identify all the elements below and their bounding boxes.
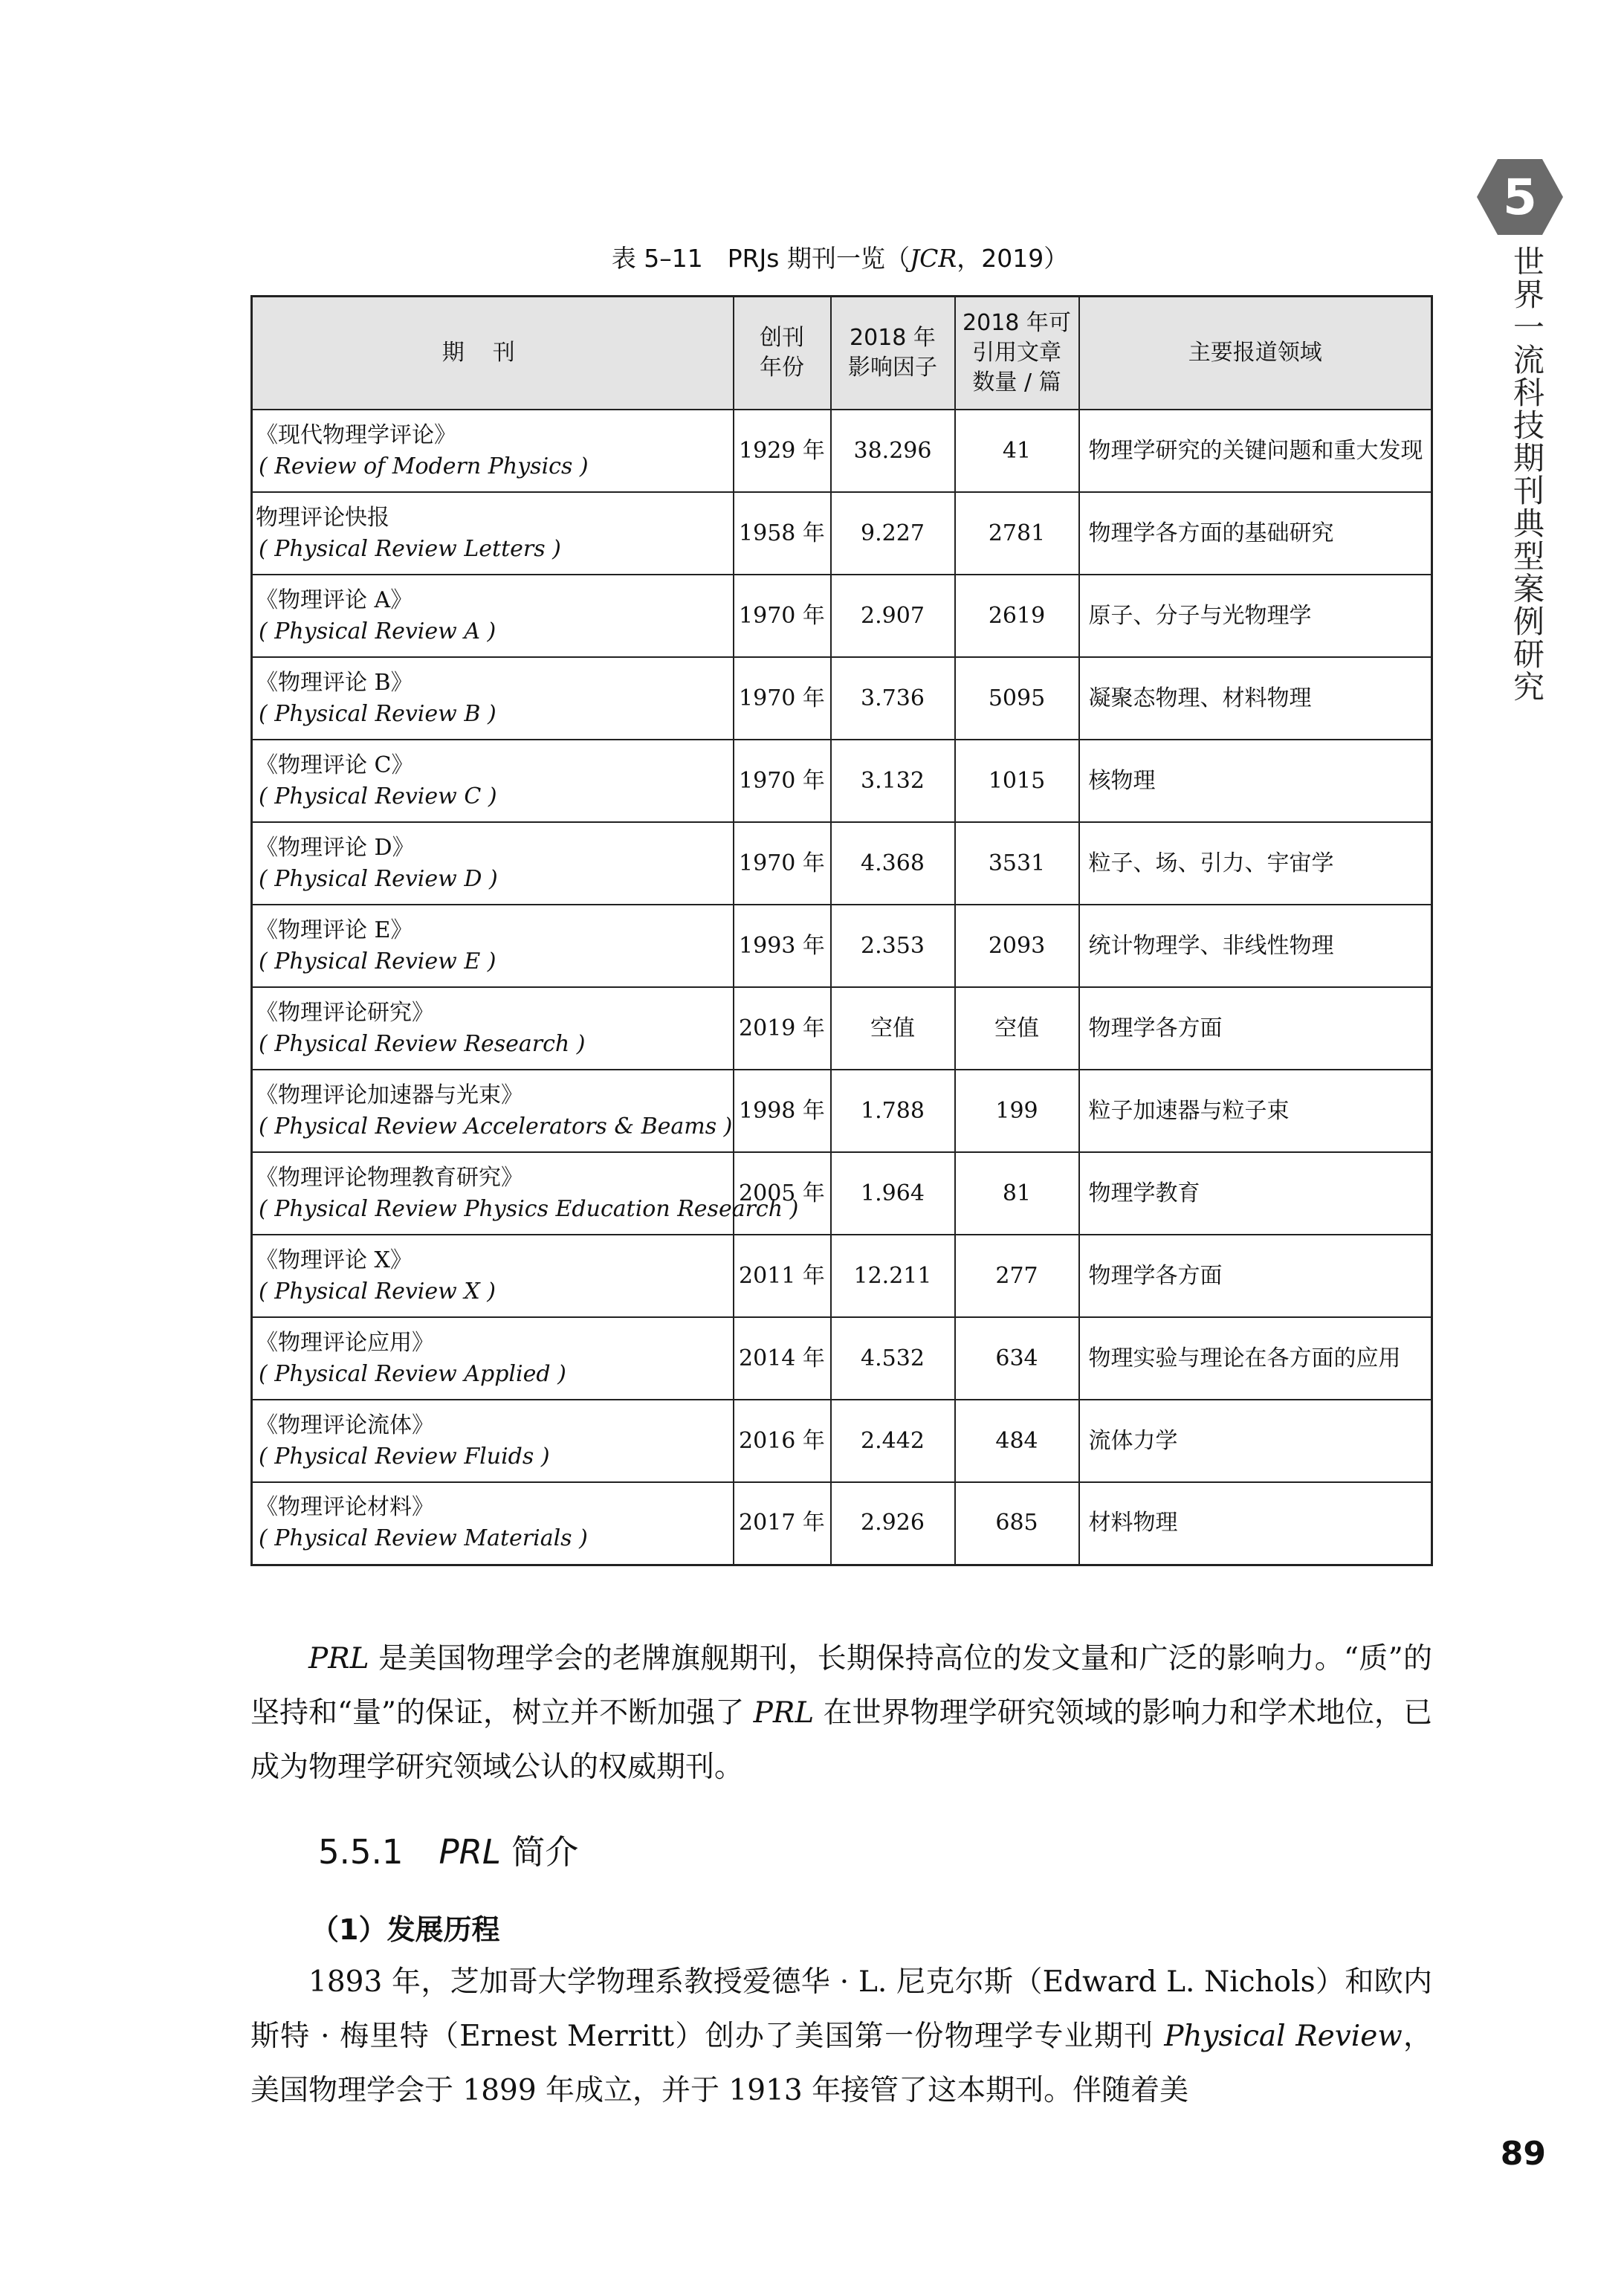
chapter-number: 5	[1503, 168, 1537, 226]
paragraph-text: 1893 年，芝加哥大学物理系教授爱德华 · L. 尼克尔斯（Edward L. Nichols）和欧内斯特 · 梅里特（Ernest Merritt）创办了美国第一份物理学专业期刊	[250, 1965, 1432, 2053]
table-row	[252, 1152, 1432, 1235]
journal-name-zh: 《物理评论物理教育研究》	[256, 1164, 523, 1191]
cell-journal	[252, 1070, 734, 1152]
cell-journal	[252, 822, 734, 905]
table-header-row	[252, 297, 1432, 410]
table-caption-prefix: 表 5–11 PRJs 期刊一览（	[611, 244, 910, 273]
header-founded-line: 年份	[760, 355, 804, 381]
cell-founded-year: 1970 年	[734, 822, 831, 905]
table-row	[252, 1070, 1432, 1152]
journal-name-en: ( Physical Review Materials )	[259, 1525, 588, 1552]
cell-impact-factor: 空值	[831, 987, 955, 1070]
cell-main-field: 物理学各方面的基础研究	[1079, 492, 1432, 575]
journal-name-zh: 《物理评论应用》	[256, 1329, 434, 1356]
journal-name-zh: 《物理评论 C》	[256, 751, 414, 778]
cell-main-field: 粒子加速器与粒子束	[1079, 1070, 1432, 1152]
section-heading	[318, 1830, 578, 1875]
table-row	[252, 905, 1432, 987]
cell-impact-factor: 3.736	[831, 657, 955, 740]
table-row	[252, 1400, 1432, 1482]
cell-main-field: 粒子、场、引力、宇宙学	[1079, 822, 1432, 905]
prl-term: PRL	[308, 1642, 369, 1675]
journal-name-zh: 物理评论快报	[256, 504, 389, 531]
cell-article-count: 2619	[955, 575, 1079, 657]
cell-impact-factor: 9.227	[831, 492, 955, 575]
cell-impact-factor: 2.907	[831, 575, 955, 657]
table-row	[252, 410, 1432, 492]
cell-journal	[252, 575, 734, 657]
cell-journal	[252, 657, 734, 740]
cell-article-count: 41	[955, 410, 1079, 492]
cell-impact-factor: 4.532	[831, 1317, 955, 1400]
cell-impact-factor: 12.211	[831, 1235, 955, 1317]
journal-name-en: ( Physical Review D )	[259, 865, 498, 892]
header-journal: 期刊	[252, 297, 734, 410]
paragraph-text: 在世界物理学研究领域的影响力和学术地位，已成为物理学研究领域公认的权威期刊。	[250, 1696, 1432, 1784]
cell-article-count: 81	[955, 1152, 1079, 1235]
cell-article-count: 634	[955, 1317, 1079, 1400]
journal-name-en: ( Physical Review C )	[259, 783, 497, 809]
cell-impact-factor: 1.788	[831, 1070, 955, 1152]
cell-founded-year: 2011 年	[734, 1235, 831, 1317]
section-title-rest: 简介	[500, 1832, 579, 1872]
section-number: 5.5.1	[318, 1832, 404, 1872]
journal-name-zh: 《物理评论加速器与光束》	[256, 1082, 523, 1108]
cell-founded-year: 2005 年	[734, 1152, 831, 1235]
cell-founded-year: 2016 年	[734, 1400, 831, 1482]
cell-main-field: 统计物理学、非线性物理	[1079, 905, 1432, 987]
table-row	[252, 575, 1432, 657]
paragraph-prl-overview	[250, 1632, 1432, 1794]
cell-founded-year: 2019 年	[734, 987, 831, 1070]
paragraph-text: ，美国物理学会于 1899 年成立，并于 1913 年接管了这本期刊。伴随着美	[250, 2020, 1432, 2107]
cell-founded-year: 1970 年	[734, 657, 831, 740]
journal-title-italic: Physical Review	[1164, 2020, 1403, 2053]
table-caption-jcr: JCR	[909, 244, 957, 273]
cell-article-count: 2781	[955, 492, 1079, 575]
cell-impact-factor: 2.926	[831, 1482, 955, 1565]
journal-name-en: ( Physical Review B )	[259, 700, 496, 727]
cell-founded-year: 1958 年	[734, 492, 831, 575]
cell-journal	[252, 1482, 734, 1565]
cell-journal	[252, 1400, 734, 1482]
cell-founded-year: 1970 年	[734, 575, 831, 657]
prl-term: PRL	[753, 1696, 815, 1730]
cell-founded-year: 2014 年	[734, 1317, 831, 1400]
header-field: 主要报道领域	[1079, 297, 1432, 410]
cell-main-field: 材料物理	[1079, 1482, 1432, 1565]
journal-name-en: ( Physical Review Physics Education Research )	[259, 1195, 799, 1222]
cell-article-count: 484	[955, 1400, 1079, 1482]
header-founded	[734, 297, 831, 410]
cell-founded-year: 1929 年	[734, 410, 831, 492]
table-body	[252, 410, 1432, 1565]
cell-main-field: 凝聚态物理、材料物理	[1079, 657, 1432, 740]
header-citable-line: 2018 年可	[963, 310, 1071, 336]
table-row	[252, 492, 1432, 575]
cell-journal	[252, 410, 734, 492]
subsection-heading: （1）发展历程	[311, 1913, 500, 1946]
cell-article-count: 3531	[955, 822, 1079, 905]
journals-table	[250, 295, 1433, 1566]
journal-name-zh: 《物理评论流体》	[256, 1412, 434, 1438]
section-title-italic: PRL	[439, 1832, 501, 1872]
paragraph-history	[250, 1955, 1432, 2118]
cell-founded-year: 1998 年	[734, 1070, 831, 1152]
journal-name-en: ( Physical Review Letters )	[259, 535, 561, 562]
cell-impact-factor: 38.296	[831, 410, 955, 492]
table-row	[252, 657, 1432, 740]
cell-main-field: 物理学各方面	[1079, 1235, 1432, 1317]
journal-name-zh: 《物理评论 A》	[256, 586, 413, 613]
table-caption-suffix: ，2019）	[957, 244, 1069, 273]
journal-name-zh: 《物理评论研究》	[256, 999, 434, 1026]
header-citable-line: 引用文章	[972, 340, 1061, 366]
cell-founded-year: 1970 年	[734, 740, 831, 822]
journal-name-zh: 《物理评论材料》	[256, 1494, 434, 1521]
journal-name-en: ( Physical Review Research )	[259, 1030, 586, 1057]
journal-name-en: ( Physical Review Accelerators & Beams )	[259, 1113, 733, 1140]
cell-journal	[252, 1317, 734, 1400]
cell-article-count: 685	[955, 1482, 1079, 1565]
cell-article-count: 空值	[955, 987, 1079, 1070]
cell-journal	[252, 740, 734, 822]
table-row	[252, 822, 1432, 905]
paragraph-text: 是美国物理学会的老牌旗舰期刊，长期保持高位的发文量和广泛的影响力。“质”的坚持和“量”的保证，树立并不断加强了	[250, 1642, 1432, 1730]
journal-name-zh: 《物理评论 X》	[256, 1247, 413, 1273]
cell-main-field: 物理学研究的关键问题和重大发现	[1079, 410, 1432, 492]
chapter-title: 世界一流科技期刊典型案例研究	[1509, 245, 1545, 703]
table-row	[252, 740, 1432, 822]
cell-main-field: 物理学各方面	[1079, 987, 1432, 1070]
journal-name-en: ( Physical Review A )	[259, 618, 496, 644]
cell-founded-year: 2017 年	[734, 1482, 831, 1565]
header-impact-line: 2018 年	[850, 325, 936, 351]
journal-name-en: ( Physical Review E )	[259, 948, 496, 974]
cell-impact-factor: 1.964	[831, 1152, 955, 1235]
table-row	[252, 1235, 1432, 1317]
cell-journal	[252, 1235, 734, 1317]
cell-article-count: 2093	[955, 905, 1079, 987]
header-impact	[831, 297, 955, 410]
cell-impact-factor: 4.368	[831, 822, 955, 905]
cell-impact-factor: 2.353	[831, 905, 955, 987]
cell-main-field: 物理实验与理论在各方面的应用	[1079, 1317, 1432, 1400]
cell-impact-factor: 2.442	[831, 1400, 955, 1482]
cell-article-count: 199	[955, 1070, 1079, 1152]
journal-name-en: ( Physical Review X )	[259, 1278, 496, 1305]
journal-name-en: ( Review of Modern Physics )	[259, 453, 589, 479]
cell-article-count: 1015	[955, 740, 1079, 822]
table-caption	[253, 244, 1427, 274]
journal-name-zh: 《物理评论 D》	[256, 834, 415, 861]
cell-founded-year: 1993 年	[734, 905, 831, 987]
cell-main-field: 核物理	[1079, 740, 1432, 822]
cell-main-field: 原子、分子与光物理学	[1079, 575, 1432, 657]
journal-name-en: ( Physical Review Fluids )	[259, 1443, 550, 1470]
header-impact-line: 影响因子	[848, 355, 937, 381]
journal-name-en: ( Physical Review Applied )	[259, 1360, 566, 1387]
header-founded-line: 创刊	[760, 325, 804, 351]
journal-name-zh: 《物理评论 B》	[256, 669, 413, 696]
cell-main-field: 物理学教育	[1079, 1152, 1432, 1235]
table-row	[252, 1317, 1432, 1400]
header-citable	[955, 297, 1079, 410]
chapter-badge	[1475, 156, 1565, 238]
table-row	[252, 987, 1432, 1070]
journal-name-zh: 《现代物理学评论》	[256, 421, 456, 448]
cell-journal	[252, 492, 734, 575]
journal-name-zh: 《物理评论 E》	[256, 917, 413, 943]
cell-impact-factor: 3.132	[831, 740, 955, 822]
cell-journal	[252, 987, 734, 1070]
cell-journal	[252, 905, 734, 987]
cell-main-field: 流体力学	[1079, 1400, 1432, 1482]
header-citable-line: 数量 / 篇	[972, 369, 1061, 395]
page-number: 89	[1500, 2135, 1546, 2173]
cell-article-count: 5095	[955, 657, 1079, 740]
cell-article-count: 277	[955, 1235, 1079, 1317]
table-row	[252, 1482, 1432, 1565]
